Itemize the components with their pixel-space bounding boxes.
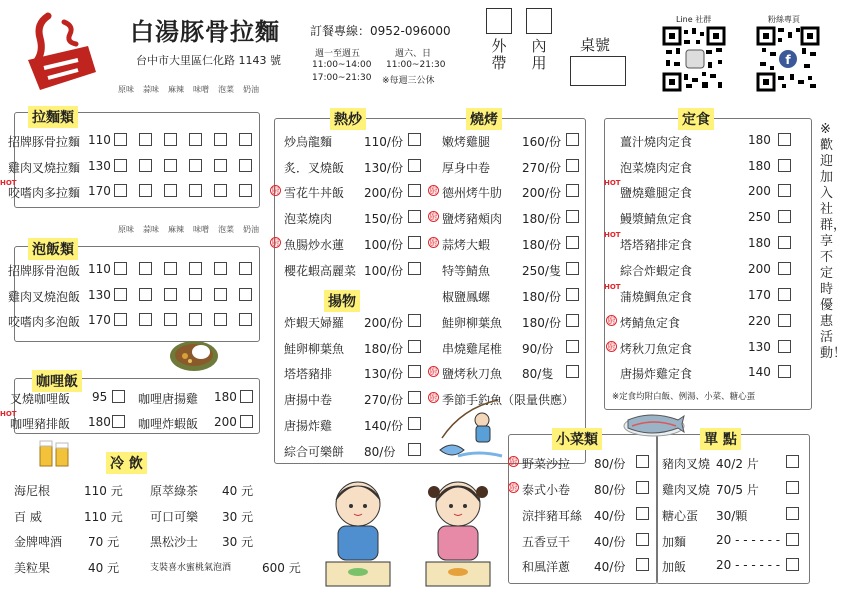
set-meal-item-name: 烤秋刀魚定食 [620,342,693,356]
chef-recommend-badge: 廚 [429,186,438,195]
chef-recommend-badge: 廚 [509,483,518,492]
ramen-col-spicy: 麻辣 [168,85,184,94]
ramen-flavor-checkbox[interactable] [164,159,177,172]
set-meal-item-checkbox[interactable] [778,236,791,249]
rice-col-butter: 奶油 [243,225,259,234]
alacarte-item-name: 加麵 [662,535,687,549]
ramen-flavor-checkbox[interactable] [114,133,127,146]
alacarte-item-name: 加飯 [662,560,687,574]
fried-item-name: 炸蝦天婦羅 [284,316,345,330]
set-meal-item-price: 200 [748,184,771,198]
ramen-col-miso: 味噌 [193,85,209,94]
rice-flavor-checkbox[interactable] [189,288,202,301]
table-number-label: 桌號 [580,36,611,54]
stirfry-item-checkbox[interactable] [408,210,421,223]
weekday-lunch: 11:00~14:00 [312,60,372,70]
ramen-flavor-checkbox[interactable] [189,159,202,172]
chef-recommend-badge: 廚 [607,316,616,325]
drink-item-price: 40 元 [222,484,254,498]
ramen-item-name: 咬嗜肉多拉麵 [8,186,81,200]
hot-badge: HOT [0,179,17,187]
alacarte-item-checkbox[interactable] [786,507,799,520]
set-meal-item-price: 180 [748,236,771,250]
stirfry-item-price: 100/份 [364,264,403,278]
grill-item-price: 90/份 [522,342,554,356]
alacarte-item-checkbox[interactable] [786,533,799,546]
drink-item-price: 600 元 [262,561,301,575]
rice-title: 泡飯類 [28,238,78,260]
alacarte-item-price: 70/5 片 [716,483,759,497]
rice-flavor-checkbox[interactable] [114,262,127,275]
alacarte-item-checkbox[interactable] [786,455,799,468]
fried-item-price: 80/份 [364,445,396,459]
curry-item-name: 叉燒咖哩飯 [10,392,71,406]
side-dish-item-price: 80/份 [594,457,626,471]
rice-flavor-checkbox[interactable] [189,313,202,326]
set-meal-item-price: 250 [748,210,771,224]
drink-item-name: 美粒果 [14,561,51,575]
grill-item-checkbox[interactable] [566,314,579,327]
grill-item-checkbox[interactable] [566,133,579,146]
drink-item-name: 可口可樂 [150,510,199,524]
alacarte-item-price: 30/顆 [716,509,748,523]
rice-flavor-checkbox[interactable] [114,313,127,326]
sides-title: 小菜類 [552,428,602,450]
grill-item-price: 180/份 [522,290,561,304]
drink-item-name: 金牌啤酒 [14,535,63,549]
stirfry-item-price: 130/份 [364,161,403,175]
rice-item-price: 170 [88,313,111,327]
takeout-label: 外帶 [491,37,507,72]
weekday-dinner: 17:00~21:30 [312,73,372,83]
rice-flavor-checkbox[interactable] [164,288,177,301]
fried-item-checkbox[interactable] [408,314,421,327]
ramen-col-plain: 原味 [118,85,134,94]
hot-badge: HOT [604,283,621,291]
rice-col-garlic: 蒜味 [143,225,159,234]
grill-item-checkbox[interactable] [566,340,579,353]
grill-item-name: 鮭卵柳葉魚 [442,316,503,330]
grill-title: 燒烤 [466,108,502,130]
side-dish-item-name: 和風洋蔥 [522,560,571,574]
grill-item-price: 200/份 [522,186,561,200]
weekend-time: 11:00~21:30 [386,60,446,70]
rice-flavor-checkbox[interactable] [214,262,227,275]
grill-item-name: 季節手釣魚（限量供應） [442,393,575,407]
set-meal-item-checkbox[interactable] [778,314,791,327]
grill-item-price: 180/份 [522,316,561,330]
table-number-field[interactable] [570,56,626,86]
chef-recommend-badge: 廚 [429,212,438,221]
grill-item-checkbox[interactable] [566,210,579,223]
fried-item-checkbox[interactable] [408,443,421,456]
grill-item-price: 180/份 [522,238,561,252]
line-qr-label: Line 社群 [676,15,712,24]
alacarte-item-checkbox[interactable] [786,558,799,571]
stirfry-item-checkbox[interactable] [408,236,421,249]
facebook-qr-code-icon[interactable] [756,26,820,92]
curry-item-name: 咖哩豬排飯 [10,417,71,431]
ramen-flavor-checkbox[interactable] [164,184,177,197]
curry-item-name: 咖哩炸蝦飯 [138,417,199,431]
fried-item-price: 130/份 [364,367,403,381]
curry-plate-icon [168,334,220,374]
dine-in-checkbox[interactable] [526,8,552,34]
set-meal-item-checkbox[interactable] [778,184,791,197]
fried-item-price: 140/份 [364,419,403,433]
shop-address: 台中市大里區仁化路 1143 號 [136,54,281,67]
rice-flavor-checkbox[interactable] [139,313,152,326]
side-dish-item-name: 五香豆干 [522,535,571,549]
drink-item-price: 110 元 [84,510,123,524]
rice-col-miso: 味噌 [193,225,209,234]
curry-item-checkbox[interactable] [112,390,125,403]
ramen-flavor-checkbox[interactable] [139,184,152,197]
weekend-label: 週六、日 [395,49,432,59]
side-dish-item-price: 40/份 [594,560,626,574]
stirfry-item-price: 100/份 [364,238,403,252]
drink-item-price: 30 元 [222,535,254,549]
grill-item-checkbox[interactable] [566,159,579,172]
stirfry-item-name: 炙．叉燒飯 [284,161,345,175]
side-dish-item-checkbox[interactable] [636,481,649,494]
ramen-flavor-checkbox[interactable] [239,184,252,197]
rice-flavor-checkbox[interactable] [164,262,177,275]
stirfry-item-checkbox[interactable] [408,262,421,275]
set-meal-item-name: 塔塔豬排定食 [620,238,693,252]
grill-item-price: 160/份 [522,135,561,149]
drink-item-price: 110 元 [84,484,123,498]
fried-title: 揚物 [324,290,360,312]
set-meal-item-name: 泡菜燒肉定食 [620,161,693,175]
side-dish-item-checkbox[interactable] [636,558,649,571]
rice-col-spicy: 麻辣 [168,225,184,234]
ramen-col-butter: 奶油 [243,85,259,94]
grill-item-price: 270/份 [522,161,561,175]
side-dish-item-checkbox[interactable] [636,533,649,546]
curry-item-name: 咖哩唐揚雞 [138,392,199,406]
grill-item-price: 180/份 [522,212,561,226]
sets-title: 定食 [678,108,714,130]
rice-flavor-checkbox[interactable] [214,313,227,326]
ramen-col-kimchi: 泡菜 [218,85,234,94]
drink-item-price: 30 元 [222,510,254,524]
chef-recommend-badge: 廚 [271,186,280,195]
set-meal-item-name: 蒲燒鯛魚定食 [620,290,693,304]
ramen-flavor-checkbox[interactable] [164,133,177,146]
ramen-item-name: 雞肉叉燒拉麵 [8,161,81,175]
fried-item-name: 唐揚中卷 [284,393,333,407]
ramen-flavor-checkbox[interactable] [189,184,202,197]
stirfry-item-name: 櫻花蝦高麗菜 [284,264,357,278]
curry-item-checkbox[interactable] [112,415,125,428]
grill-item-checkbox[interactable] [566,288,579,301]
grill-item-price: 80/隻 [522,367,554,381]
chef-recommend-badge: 廚 [429,238,438,247]
set-meal-item-price: 220 [748,314,771,328]
set-meal-item-name: 烤鯖魚定食 [620,316,681,330]
drink-item-name: 原萃綠茶 [150,484,199,498]
fried-item-name: 鮭卵柳葉魚 [284,342,345,356]
grill-item-checkbox[interactable] [566,262,579,275]
side-dish-item-name: 泰式小卷 [522,483,571,497]
community-promo-note: ※歡迎加入社群，享不定時優惠活動！ [820,122,846,361]
fb-qr-label: 粉絲專頁 [768,15,800,24]
drink-item-name: 支裝喜水蜜桃氣泡酒 [150,563,232,573]
sets-note: ※定食均附白飯、例湯、小菜、糖心蛋 [612,392,756,402]
stirfry-title: 熱炒 [330,108,366,130]
drink-item-price: 40 元 [88,561,120,575]
set-meal-item-price: 180 [748,159,771,173]
fried-item-price: 200/份 [364,316,403,330]
hot-badge: HOT [604,231,621,239]
grill-item-name: 蒜烤大蝦 [442,238,491,252]
fried-item-checkbox[interactable] [408,391,421,404]
stirfry-item-price: 150/份 [364,212,403,226]
drink-item-name: 海尼根 [14,484,51,498]
set-meal-item-name: 鰻漿鯖魚定食 [620,212,693,226]
set-meal-item-checkbox[interactable] [778,262,791,275]
grill-item-name: 特等鯖魚 [442,264,491,278]
fried-item-price: 180/份 [364,342,403,356]
grill-item-price: 250/隻 [522,264,561,278]
weekend-closed-note: ※每週三公休 [382,76,435,86]
rice-item-name: 雞肉叉燒泡飯 [8,290,81,304]
stirfry-item-checkbox[interactable] [408,133,421,146]
set-meal-item-checkbox[interactable] [778,159,791,172]
fried-item-checkbox[interactable] [408,340,421,353]
curry-item-price: 200 [214,415,237,429]
fried-item-price: 270/份 [364,393,403,407]
curry-item-price: 180 [88,415,111,429]
rice-flavor-checkbox[interactable] [139,262,152,275]
set-meal-item-price: 130 [748,340,771,354]
shop-name: 白湯豚骨拉麵 [130,17,280,46]
ramen-title: 拉麵類 [28,106,78,128]
rice-flavor-checkbox[interactable] [139,288,152,301]
alacarte-item-name: 雞肉叉燒 [662,483,711,497]
grill-item-checkbox[interactable] [566,236,579,249]
grill-item-name: 椒鹽鳳螺 [442,290,491,304]
fried-item-checkbox[interactable] [408,365,421,378]
curry-item-checkbox[interactable] [240,415,253,428]
drink-item-name: 百 威 [14,510,42,524]
ramen-flavor-checkbox[interactable] [239,159,252,172]
ramen-flavor-checkbox[interactable] [114,184,127,197]
fried-item-checkbox[interactable] [408,417,421,430]
fried-item-name: 塔塔豬排 [284,367,333,381]
ramen-item-price: 170 [88,184,111,198]
rice-flavor-checkbox[interactable] [239,313,252,326]
alacarte-item-price: 20 - - - - - - [716,533,781,547]
drink-item-name: 黑松沙士 [150,535,199,549]
rice-item-price: 110 [88,262,111,276]
chef-recommend-badge: 廚 [607,342,616,351]
ramen-flavor-checkbox[interactable] [189,133,202,146]
rice-flavor-checkbox[interactable] [239,262,252,275]
ramen-flavor-checkbox[interactable] [239,133,252,146]
chef-recommend-badge: 廚 [271,238,280,247]
dine-in-label: 內用 [531,37,547,72]
rice-flavor-checkbox[interactable] [214,288,227,301]
weekday-label: 週一至週五 [315,49,361,59]
ramen-item-price: 130 [88,159,111,173]
side-dish-item-name: 野菜沙拉 [522,457,571,471]
set-meal-item-checkbox[interactable] [778,365,791,378]
set-meal-item-checkbox[interactable] [778,340,791,353]
ramen-flavor-checkbox[interactable] [114,159,127,172]
curry-item-price: 95 [92,390,108,404]
curry-item-price: 180 [214,390,237,404]
takeout-checkbox[interactable] [486,8,512,34]
set-meal-item-name: 唐揚炸雞定食 [620,367,693,381]
fried-item-name: 唐揚炸雞 [284,419,333,433]
rice-col-plain: 原味 [118,225,134,234]
stirfry-item-price: 110/份 [364,135,403,149]
stirfry-item-checkbox[interactable] [408,184,421,197]
stirfry-item-name: 炒烏龍麵 [284,135,333,149]
set-meal-item-price: 170 [748,288,771,302]
rice-item-name: 招牌豚骨泡飯 [8,264,81,278]
grill-item-name: 串燒雞尾椎 [442,342,503,356]
rice-item-name: 咬嗜肉多泡飯 [8,315,81,329]
alacarte-item-price: 20 - - - - - - [716,558,781,572]
chef-recommend-badge: 廚 [509,457,518,466]
set-meal-item-checkbox[interactable] [778,210,791,223]
kids-cooking-illustration [318,472,500,596]
line-qr-code-icon[interactable] [662,26,726,92]
alacarte-item-name: 糖心蛋 [662,509,699,523]
grill-item-name: 嫩烤雞腿 [442,135,491,149]
set-meal-item-price: 140 [748,365,771,379]
set-meal-item-checkbox[interactable] [778,133,791,146]
stirfry-item-name: 泡菜燒肉 [284,212,333,226]
set-meal-item-price: 200 [748,262,771,276]
drinks-title: 冷 飲 [106,452,147,474]
set-meal-item-price: 180 [748,133,771,147]
hot-badge: HOT [0,410,17,418]
side-dish-item-checkbox[interactable] [636,455,649,468]
hot-badge: HOT [604,179,621,187]
ramen-flavor-checkbox[interactable] [139,159,152,172]
grill-item-name: 鹽烤豬頰肉 [442,212,503,226]
grill-item-checkbox[interactable] [566,365,579,378]
chef-recommend-badge: 廚 [429,367,438,376]
chef-recommend-badge: 廚 [429,393,438,402]
alacarte-title: 單 點 [700,428,741,450]
stirfry-item-price: 200/份 [364,186,403,200]
alacarte-item-price: 40/2 片 [716,457,759,471]
shop-logo [18,8,108,98]
curry-title: 咖哩飯 [32,370,82,392]
grill-item-checkbox[interactable] [566,184,579,197]
side-dish-item-price: 40/份 [594,509,626,523]
alacarte-item-name: 豬肉叉燒 [662,457,711,471]
ramen-flavor-checkbox[interactable] [214,184,227,197]
stirfry-item-checkbox[interactable] [408,159,421,172]
drink-item-price: 70 元 [88,535,120,549]
order-phone: 訂餐專線：0952-096000 [310,24,451,38]
set-meal-item-name: 綜合炸蝦定食 [620,264,693,278]
fried-item-name: 綜合可樂餅 [284,445,345,459]
rice-flavor-checkbox[interactable] [164,313,177,326]
ramen-col-garlic: 蒜味 [143,85,159,94]
ramen-item-name: 招牌豚骨拉麵 [8,135,81,149]
rice-col-kimchi: 泡菜 [218,225,234,234]
grill-item-name: 德州烤牛肋 [442,186,503,200]
grill-item-name: 厚身中卷 [442,161,491,175]
alacarte-item-checkbox[interactable] [786,481,799,494]
beer-mugs-icon [38,438,72,470]
svg-text:f: f [785,53,791,67]
set-meal-item-name: 鹽燒雞腿定食 [620,186,693,200]
rice-flavor-checkbox[interactable] [114,288,127,301]
set-meal-item-name: 薑汁燒肉定食 [620,135,693,149]
curry-item-checkbox[interactable] [240,390,253,403]
grill-item-name: 鹽烤秋刀魚 [442,367,503,381]
side-dish-item-price: 40/份 [594,535,626,549]
set-meal-item-checkbox[interactable] [778,288,791,301]
side-dish-item-checkbox[interactable] [636,507,649,520]
ramen-flavor-checkbox[interactable] [214,159,227,172]
rice-flavor-checkbox[interactable] [189,262,202,275]
ramen-flavor-checkbox[interactable] [139,133,152,146]
stirfry-item-name: 雪花牛丼飯 [284,186,345,200]
side-dish-item-name: 涼拌豬耳絲 [522,509,583,523]
rice-item-price: 130 [88,288,111,302]
ramen-flavor-checkbox[interactable] [214,133,227,146]
ramen-item-price: 110 [88,133,111,147]
fishing-boy-illustration [438,398,508,464]
stirfry-item-name: 魚腸炒水蓮 [284,238,345,252]
rice-flavor-checkbox[interactable] [239,288,252,301]
side-dish-item-price: 80/份 [594,483,626,497]
